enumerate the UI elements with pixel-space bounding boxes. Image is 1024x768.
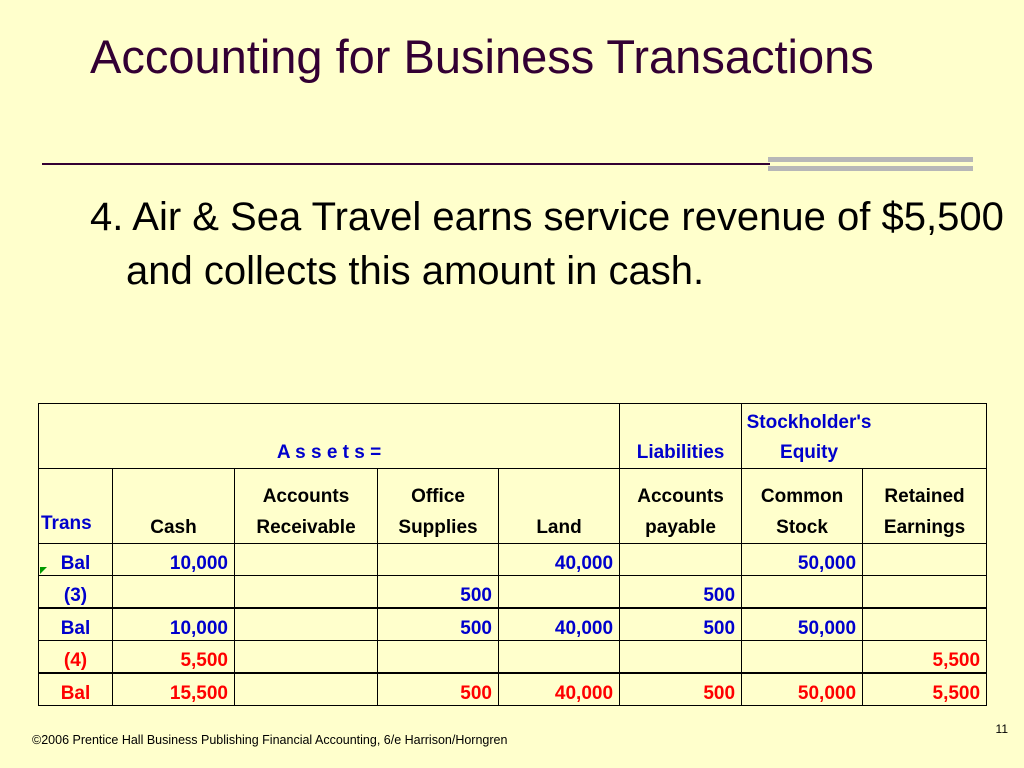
cell-ap	[620, 641, 742, 674]
cell-ap	[620, 544, 742, 576]
cell-os	[378, 641, 499, 674]
cell-trans: Bal	[39, 608, 113, 641]
cell-re	[863, 544, 987, 576]
col-header-land: Land	[499, 469, 620, 544]
cell-ap: 500	[620, 608, 742, 641]
table-row	[39, 673, 987, 706]
cell-cs: 50,000	[742, 673, 863, 706]
accounting-equation-table	[38, 403, 987, 706]
footer-copyright: ©2006 Prentice Hall Business Publishing Financial Accounting, 6/e Harrison/Horngren	[32, 733, 508, 747]
cell-re: 5,500	[863, 673, 987, 706]
cell-cs	[742, 576, 863, 609]
page-number: 11	[995, 722, 1008, 736]
cell-land	[499, 576, 620, 609]
bullet-text: 4. Air & Sea Travel earns service revenue of $5,500 and collects this amount in cash.	[90, 195, 1004, 293]
cell-os: 500	[378, 576, 499, 609]
group-header-row	[39, 404, 987, 469]
title-divider-bars	[768, 157, 973, 175]
cell-land: 40,000	[499, 608, 620, 641]
equity-group-header: Stockholder's Equity	[742, 404, 987, 469]
cell-trans: (3)	[39, 576, 113, 609]
liabilities-group-header: Liabilities	[620, 404, 742, 469]
col-header-trans: Trans	[39, 469, 113, 544]
col-header-office-supplies: Office Supplies	[378, 469, 499, 544]
cell-re	[863, 576, 987, 609]
cell-trans: (4)	[39, 641, 113, 674]
cell-cs: 50,000	[742, 608, 863, 641]
table-row	[39, 576, 987, 609]
col-header-common-stock: Common Stock	[742, 469, 863, 544]
col-header-accounts-receivable: Accounts Receivable	[235, 469, 378, 544]
title-divider	[42, 163, 770, 165]
cell-ar	[235, 608, 378, 641]
cell-cs	[742, 641, 863, 674]
assets-group-header: A s s e t s =	[39, 404, 620, 469]
cell-cash: 15,500	[113, 673, 235, 706]
cell-marker-icon	[40, 567, 47, 574]
cell-ar	[235, 544, 378, 576]
cell-ar	[235, 641, 378, 674]
cell-land: 40,000	[499, 544, 620, 576]
cell-re: 5,500	[863, 641, 987, 674]
col-header-cash: Cash	[113, 469, 235, 544]
cell-os: 500	[378, 608, 499, 641]
cell-os	[378, 544, 499, 576]
cell-cash	[113, 576, 235, 609]
col-header-retained-earnings: Retained Earnings	[863, 469, 987, 544]
cell-cash: 10,000	[113, 544, 235, 576]
cell-os: 500	[378, 673, 499, 706]
column-header-row	[39, 469, 987, 544]
cell-land	[499, 641, 620, 674]
table-row	[39, 641, 987, 674]
cell-cash: 5,500	[113, 641, 235, 674]
cell-re	[863, 608, 987, 641]
cell-ar	[235, 576, 378, 609]
cell-cs: 50,000	[742, 544, 863, 576]
cell-trans: Bal	[39, 544, 113, 576]
table-row	[39, 608, 987, 641]
cell-ar	[235, 673, 378, 706]
cell-trans: Bal	[39, 673, 113, 706]
cell-land: 40,000	[499, 673, 620, 706]
col-header-accounts-payable: Accounts payable	[620, 469, 742, 544]
cell-cash: 10,000	[113, 608, 235, 641]
cell-ap: 500	[620, 673, 742, 706]
table-row	[39, 544, 987, 576]
slide-title: Accounting for Business Transactions	[90, 30, 874, 83]
cell-ap: 500	[620, 576, 742, 609]
